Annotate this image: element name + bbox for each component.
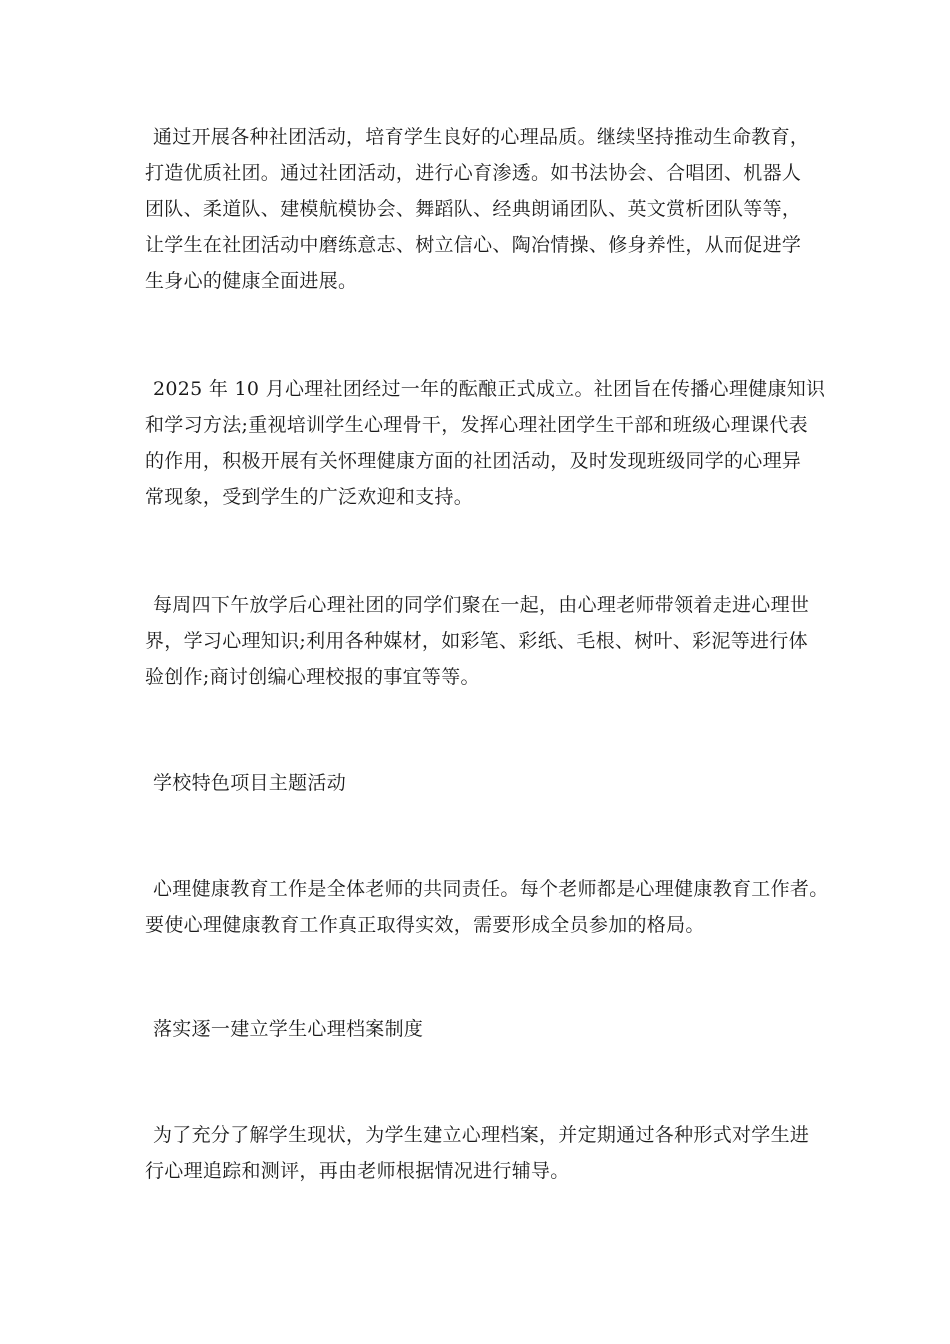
section-heading-1: 学校特色项目主题活动 bbox=[153, 772, 347, 794]
paragraph-1-line-4: 让学生在社团活动中磨练意志、树立信心、陶冶情操、修身养性，从而促进学 bbox=[145, 234, 802, 256]
paragraph-5-line-1: 心理健康教育工作是全体老师的共同责任。每个老师都是心理健康教育工作者。 bbox=[153, 878, 829, 900]
paragraph-1-line-5: 生身心的健康全面进展。 bbox=[145, 270, 358, 292]
paragraph-5-line-2: 要使心理健康教育工作真正取得实效，需要形成全员参加的格局。 bbox=[145, 914, 705, 936]
paragraph-3-line-1: 每周四下午放学后心理社团的同学们聚在一起，由心理老师带领着走进心理世 bbox=[153, 594, 810, 616]
paragraph-1-line-2: 打造优质社团。通过社团活动，进行心育渗透。如书法协会、合唱团、机器人 bbox=[145, 162, 802, 184]
paragraph-2-line-1: 2025 年 10 月心理社团经过一年的酝酿正式成立。社团旨在传播心理健康知识 bbox=[153, 378, 826, 400]
paragraph-3-line-2: 界，学习心理知识;利用各种媒材，如彩笔、彩纸、毛根、树叶、彩泥等进行体 bbox=[145, 630, 808, 652]
paragraph-2-line-2: 和学习方法;重视培训学生心理骨干，发挥心理社团学生干部和班级心理课代表 bbox=[145, 414, 808, 436]
paragraph-2-line-3: 的作用，积极开展有关怀理健康方面的社团活动，及时发现班级同学的心理异 bbox=[145, 450, 802, 472]
paragraph-3-line-3: 验创作;商讨创编心理校报的事宜等等。 bbox=[145, 666, 480, 688]
paragraph-1-line-1: 通过开展各种社团活动，培育学生良好的心理品质。继续坚持推动生命教育， bbox=[153, 126, 810, 148]
section-heading-2: 落实逐一建立学生心理档案制度 bbox=[153, 1018, 424, 1040]
paragraph-2-line-4: 常现象，受到学生的广泛欢迎和支持。 bbox=[145, 486, 474, 508]
paragraph-7-line-2: 行心理追踪和测评，再由老师根据情况进行辅导。 bbox=[145, 1160, 570, 1182]
paragraph-1-line-3: 团队、柔道队、建模航模协会、舞蹈队、经典朗诵团队、英文赏析团队等等， bbox=[145, 198, 802, 220]
paragraph-7-line-1: 为了充分了解学生现状，为学生建立心理档案，并定期通过各种形式对学生进 bbox=[153, 1124, 810, 1146]
